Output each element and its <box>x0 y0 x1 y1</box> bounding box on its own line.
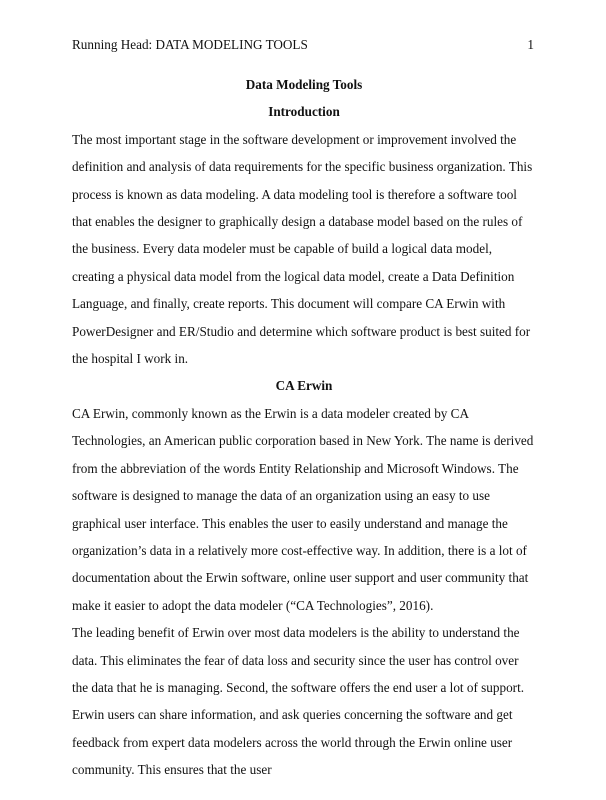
page-number: 1 <box>527 37 534 52</box>
section-heading-ca-erwin: CA Erwin <box>275 378 333 394</box>
paragraph-introduction: The most important stage in the software development or improvement involved the definition and analysis of data requirements for the specific business organization. This process is known as data modeling. A data modeling tool is therefore a software tool that enables the designer to graphically design a database model based on the rules of the business. Every data modeler must be capable of build a logical data model, creating a physical data model from the logical data model, create a Data Definition Language, and finally, create reports. This document will compare CA Erwin with PowerDesigner and ER/Studio and determine which software product is best suited for the hospital I work in. <box>72 131 533 367</box>
running-head: Running Head: DATA MODELING TOOLS <box>72 37 308 52</box>
paragraph-erwin-benefits: The leading benefit of Erwin over most data modelers is the ability to understand the data. This eliminates the fear of data loss and security since the user has control over the data that he is managing. Second, the software offers the end user a lot of support. Erwin users can share information, and ask queries concerning the software and get feedback from expert data modelers across the world through the Erwin online user community. This ensures that the user <box>72 625 525 778</box>
section-heading-introduction: Introduction <box>268 104 340 120</box>
paragraph-erwin-overview: CA Erwin, commonly known as the Erwin is a data modeler created by CA Technologies, an American public corporation based in New York. The name is derived from the abbreviation of the words Entity Relationship and Microsoft Windows. The software is designed to manage the data of an organization using an easy to use graphical user interface. This enables the user to easily understand and manage the organization’s data in a relatively more cost-effective way. In addition, there is a lot of documentation about the Erwin software, online user support and user community that make it easier to adopt the data modeler (“CA Technologies”, 2016). <box>72 405 534 613</box>
document-title: Data Modeling Tools <box>245 77 363 92</box>
document-body <box>72 71 536 784</box>
